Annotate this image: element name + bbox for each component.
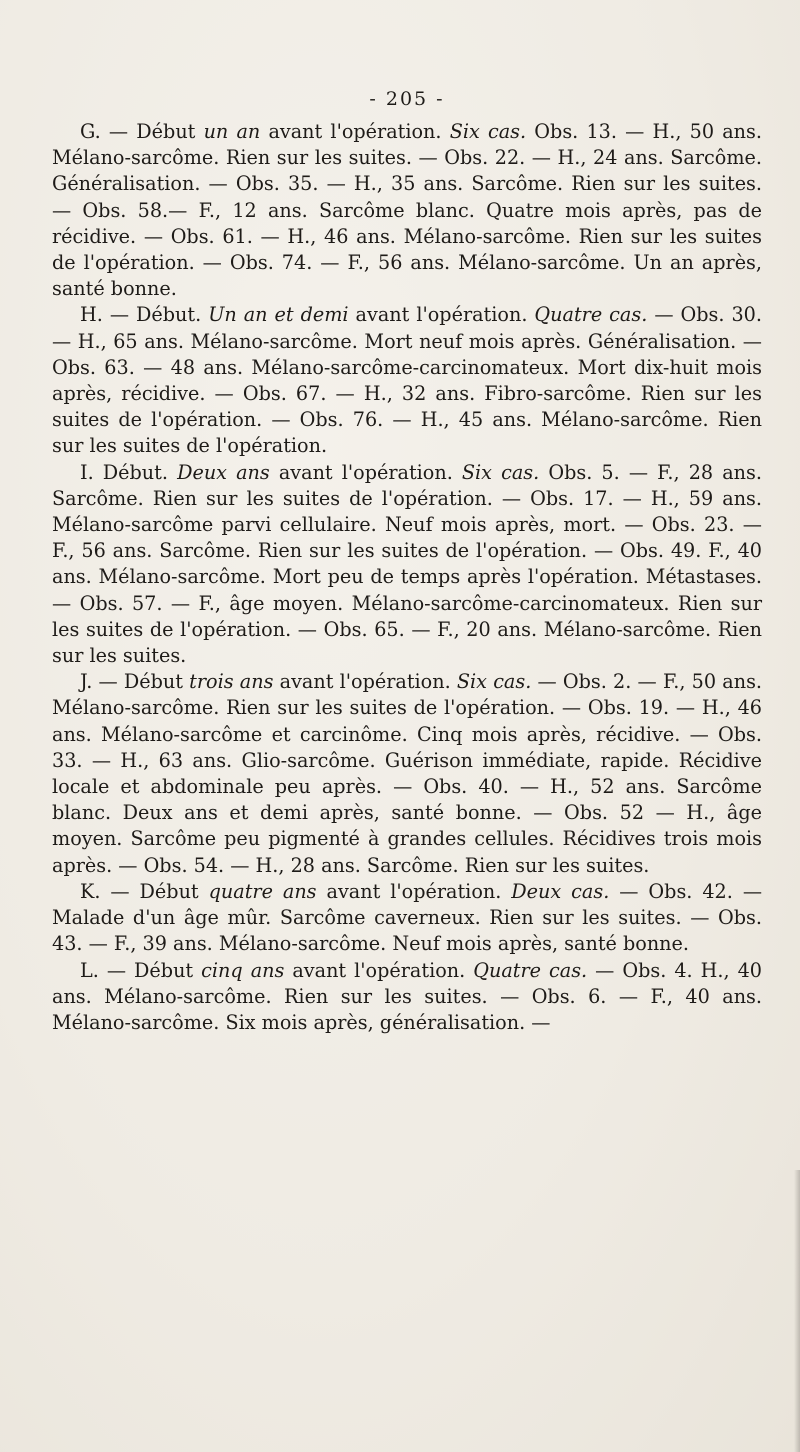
text-run: avant l'opération. [260, 120, 450, 143]
text-run: L. — Début [80, 958, 202, 982]
text-run: — Obs. 2. — F., 50 ans. Mélano-sarcôme. Rien sur les suites de l'opération. — Obs. 19. — H., 46 ans. Mélano-sarcôme et carcinôme. Cinq mois après, récidive. — Obs. 33. — H., 63 ans. Glio-sarcôme. Guérison immédiate, rapide. Récidive locale et abdominale peu après. — Obs. 40. — H., 52 ans. Sarcôme blanc. Deux ans et demi après, santé bonne. — Obs. 52 — H., âge moyen. Sarcôme peu pigmenté à grandes cellules. Récidives trois mois après. — Obs. 54. — H., 28 ans. Sarcôme. Rien sur les suites. [52, 670, 763, 877]
paragraph-g [52, 119, 762, 302]
text-run: Obs. 13. — H., 50 ans. Mélano-sarcôme. Rien sur les suites. — Obs. 22. — H., 24 ans. Sarcôme. Généralisation. — Obs. 35. — H., 35 ans. Sarcôme. Rien sur les suites. — Obs. 58.— F., 12 ans. Sarcôme blanc. Quatre mois après, pas de récidive. — Obs. 61. — H., 46 ans. Mélano-sarcôme. Rien sur les suites de l'opération. — Obs. 74. — F., 56 ans. Mélano-sarcôme. Un an après, santé bonne. [52, 120, 762, 301]
italic-phrase: Quatre cas. [473, 958, 588, 982]
text-run: H. — Début. [80, 303, 209, 327]
page-number: - 205 - [369, 88, 445, 110]
italic-phrase: Six cas. [456, 670, 532, 694]
italic-phrase: Six cas. [449, 120, 527, 143]
text-run: — Obs. 30. — H., 65 ans. Mélano-sarcôme. Mort neuf mois après. Généralisation. — Obs. 63. — 48 ans. Mélano-sarcôme-carcinomateux. Mort dix-huit mois après, récidive. — Obs. 67. — H., 32 ans. Fibro-sarcôme. Rien sur les suites de l'opération. — Obs. 76. — H., 45 ans. Mélano-sarcôme. Rien sur les suites de l'opération. [52, 303, 762, 458]
italic-phrase: trois ans [189, 670, 274, 694]
text-run: — Obs. 4. H., 40 ans. Mélano-sarcôme. Rien sur les suites. — Obs. 6. — F., 40 ans. Mélano-sarcôme. Six mois après, généralisation. — [52, 958, 763, 1034]
paragraph-k [52, 879, 762, 958]
text-run: J. — Début [80, 670, 190, 694]
text-run: avant l'opération. [284, 958, 474, 982]
italic-phrase: Deux cas. [511, 879, 610, 903]
italic-phrase: un an [203, 120, 261, 143]
italic-phrase: Six cas. [461, 460, 540, 484]
text-run: Obs. 5. — F., 28 ans. Sarcôme. Rien sur les suites de l'opération. — Obs. 17. — H., 59 ans. Mélano-sarcôme parvi cellulaire. Neuf mois après, mort. — Obs. 23. — F., 56 ans. Sarcôme. Rien sur les suites de l'opération. — Obs. 49. F., 40 ans. Mélano-sarcôme. Mort peu de temps après l'opération. Métastases. — Obs. 57. — F., âge moyen. Mélano-sarcôme-carcinomateux. Rien sur les suites de l'opération. — Obs. 65. — F., 20 ans. Mélano-sarcôme. Rien sur les suites. [52, 460, 762, 668]
text-run: K. — Début [80, 879, 209, 903]
italic-phrase: quatre ans [208, 879, 317, 903]
paragraph-l [52, 958, 762, 1037]
paragraph-i [52, 460, 762, 670]
text-run: avant l'opération. [316, 879, 512, 903]
text-run: avant l'opération. [348, 303, 535, 327]
italic-phrase: Deux ans [177, 460, 270, 484]
text-run: avant l'opération. [269, 460, 462, 484]
document-body [52, 119, 762, 1036]
text-run: — Obs. 42. — Malade d'un âge mûr. Sarcôme caverneux. Rien sur les suites. — Obs. 43. — F., 39 ans. Mélano-sarcôme. Neuf mois après, santé bonne. [52, 879, 763, 956]
text-run: G. — Début [80, 120, 204, 143]
paragraph-h [52, 302, 762, 459]
text-run: avant l'opération. [273, 670, 457, 694]
italic-phrase: cinq ans [201, 958, 285, 982]
italic-phrase: Quatre cas. [534, 303, 648, 327]
paragraph-j [52, 669, 762, 879]
italic-phrase: Un an et demi [208, 303, 349, 327]
text-run: I. Début. [80, 460, 178, 484]
page-edge-shadow [794, 1170, 800, 1452]
